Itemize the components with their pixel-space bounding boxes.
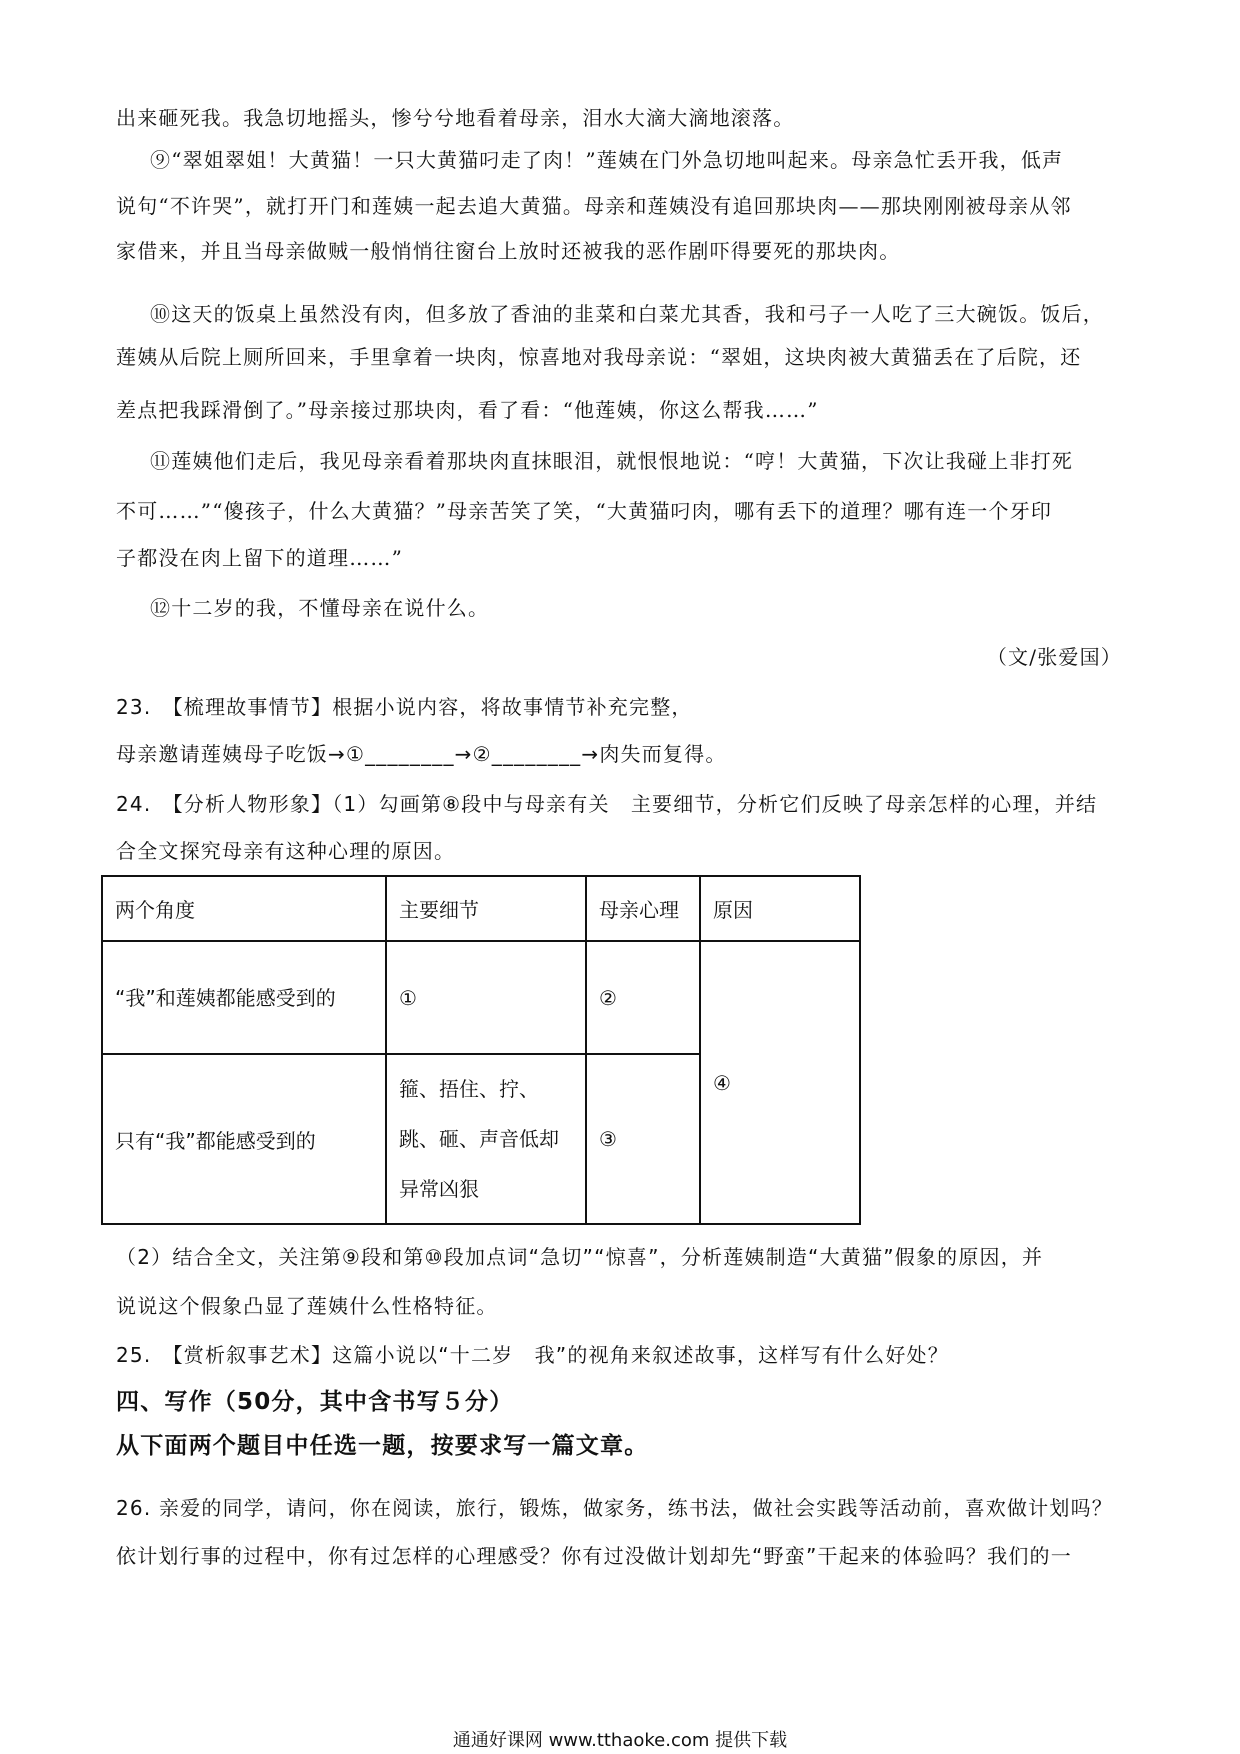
page-footer: 通通好课网 www.tthaoke.com 提供下载 xyxy=(452,1730,788,1751)
story-paragraph-11-line-1: ⑪莲姨他们走后，我见母亲看着那块肉直抹眼泪，就恨恨地说：“哼！大黄猫，下次让我碰上非打死 xyxy=(150,449,1074,473)
story-paragraph-9-line-1: ⑨“翠姐翠姐！大黄猫！一只大黄猫叼走了肉！”莲姨在门外急切地叫起来。母亲急忙丢开我，低声 xyxy=(150,148,1064,172)
story-paragraph-10-line-3: 差点把我踩滑倒了。”母亲接过那块肉，看了看：“他莲姨，你这么帮我……” xyxy=(116,398,819,422)
story-author: （文/张爱国） xyxy=(986,645,1122,669)
story-paragraph-9-line-3: 家借来，并且当母亲做贼一般悄悄往窗台上放时还被我的恶作剧吓得要死的那块肉。 xyxy=(116,239,901,263)
question-24b-prompt-line-1: （2）结合全文，关注第⑨段和第⑩段加点词“急切”“惊喜”，分析莲姨制造“大黄猫”假象的原因，并 xyxy=(116,1245,1044,1269)
table-cell-mind-2: ③ xyxy=(586,1054,700,1224)
question-24b-prompt-line-2: 说说这个假象凸显了莲姨什么性格特征。 xyxy=(116,1294,498,1318)
table-header-detail: 主要细节 xyxy=(386,876,586,941)
story-paragraph-11-line-3: 子都没在肉上留下的道理……” xyxy=(116,546,404,570)
question-26-line-2: 依计划行事的过程中，你有过怎样的心理感受？你有过没做计划却先“野蛮”干起来的体验吗？我们的一 xyxy=(116,1544,1072,1568)
table-header-angle: 两个角度 xyxy=(102,876,386,941)
table-cell-angle-2: 只有“我”都能感受到的 xyxy=(102,1054,386,1224)
table-header-mind: 母亲心理 xyxy=(586,876,700,941)
writing-instruction: 从下面两个题目中任选一题，按要求写一篇文章。 xyxy=(116,1433,649,1459)
question-25-prompt: 25. 【赏析叙事艺术】这篇小说以“十二岁 我”的视角来叙述故事，这样写有什么好处？ xyxy=(116,1343,949,1367)
story-paragraph-10-line-2: 莲姨从后院上厕所回来，手里拿着一块肉，惊喜地对我母亲说：“翠姐，这块肉被大黄猫丢在了后院，还 xyxy=(116,345,1082,369)
table-cell-detail-1: ① xyxy=(386,941,586,1054)
table-header-reason: 原因 xyxy=(700,876,860,941)
question-24-prompt-line-2: 合全文探究母亲有这种心理的原因。 xyxy=(116,839,456,863)
story-paragraph-11-line-2: 不可……”“傻孩子，什么大黄猫？”母亲苦笑了笑，“大黄猫叼肉，哪有丢下的道理？哪有连一个牙印 xyxy=(116,499,1053,523)
table-cell-mind-1: ② xyxy=(586,941,700,1054)
question-26-line-1: 26. 亲爱的同学，请问，你在阅读，旅行，锻炼，做家务，练书法，做社会实践等活动前，喜欢做计划吗？ xyxy=(116,1496,1113,1520)
story-paragraph-9-line-2: 说句“不许哭”，就打开门和莲姨一起去追大黄猫。母亲和莲姨没有追回那块肉——那块刚刚被母亲从邻 xyxy=(116,194,1072,218)
story-paragraph-8-tail: 出来砸死我。我急切地摇头，惨兮兮地看着母亲，泪水大滴大滴地滚落。 xyxy=(116,106,795,130)
question-23-prompt: 23. 【梳理故事情节】根据小说内容，将故事情节补充完整， xyxy=(116,695,693,719)
story-paragraph-12: ⑫十二岁的我，不懂母亲在说什么。 xyxy=(150,596,490,620)
table-cell-detail-2: 箍、捂住、拧、跳、砸、声音低却异常凶狠 xyxy=(386,1054,586,1224)
table-header-row xyxy=(102,876,860,941)
table-row xyxy=(102,941,860,1054)
table-cell-reason: ④ xyxy=(700,941,860,1224)
writing-section-heading: 四、写作（50分，其中含书写５分） xyxy=(116,1389,514,1415)
story-paragraph-10-line-1: ⑩这天的饭桌上虽然没有肉，但多放了香油的韭菜和白菜尤其香，我和弓子一人吃了三大碗饭。饭后， xyxy=(150,302,1104,326)
question-24-answer-table xyxy=(101,875,861,1225)
table-cell-angle-1: “我”和莲姨都能感受到的 xyxy=(102,941,386,1054)
question-23-plot-chain: 母亲邀请莲姨母子吃饭→①________→②________→肉失而复得。 xyxy=(116,742,727,766)
question-24-prompt-line-1: 24. 【分析人物形象】（1）勾画第⑧段中与母亲有关 主要细节，分析它们反映了母亲怎样的心理，并结 xyxy=(116,792,1098,816)
